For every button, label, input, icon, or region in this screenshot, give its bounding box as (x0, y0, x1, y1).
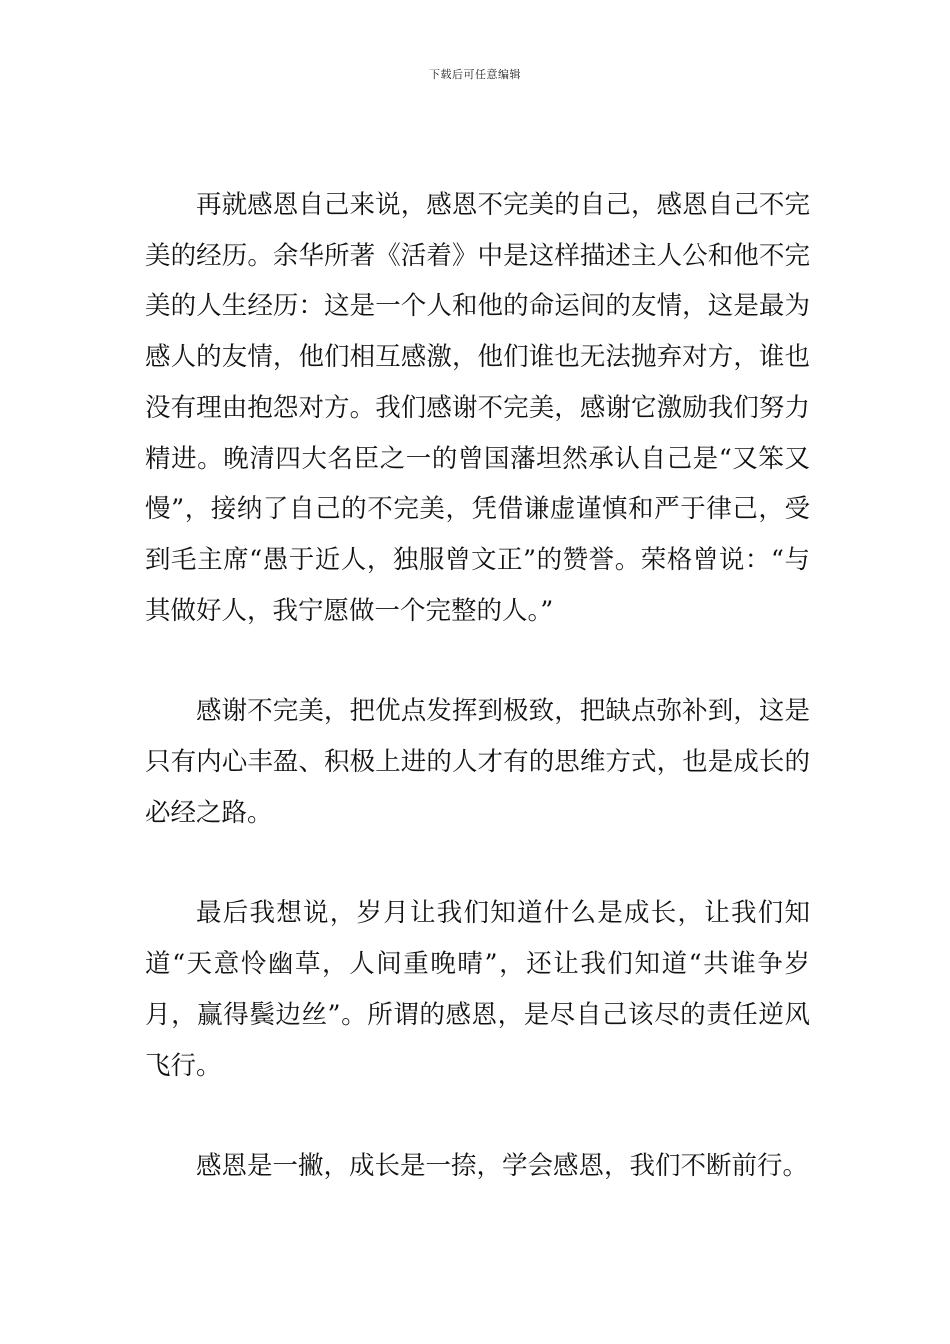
paragraph-4: 感恩是一撇，成长是一捺，学会感恩，我们不断前行。 (196, 1151, 809, 1182)
page-header-note: 下载后可任意编辑 (429, 68, 521, 81)
paragraph-3: 最后我想说，岁月让我们知道什么是成长，让我们知道“天意怜幽草，人间重晚晴”，还让我们知道“共谁争岁月，赢得鬓边丝”。所谓的感恩，是尽自己该尽的责任逆风飞行。 (145, 898, 810, 1081)
paragraph-2: 感谢不完美，把优点发挥到极致，把缺点弥补到，这是只有内心丰盈、积极上进的人才有的思维方式，也是成长的必经之路。 (145, 696, 810, 828)
paragraph-1: 再就感恩自己来说，感恩不完美的自己，感恩自己不完美的经历。余华所著《活着》中是这样描述主人公和他不完美的人生经历：这是一个人和他的命运间的友情，这是最为感人的友情，他们相互感激，他们谁也无法抛弃对方，谁也没有理由抱怨对方。我们感谢不完美，感谢它激励我们努力精进。晚清四大名臣之一的曾国藩坦然承认自己是“又笨又慢”，接纳了自己的不完美，凭借谦虚谨慎和严于律己，受到毛主席“愚于近人，独服曾文正”的赞誉。荣格曾说：“与其做好人，我宁愿做一个完整的人。” (145, 190, 810, 626)
document-body (145, 180, 810, 1192)
